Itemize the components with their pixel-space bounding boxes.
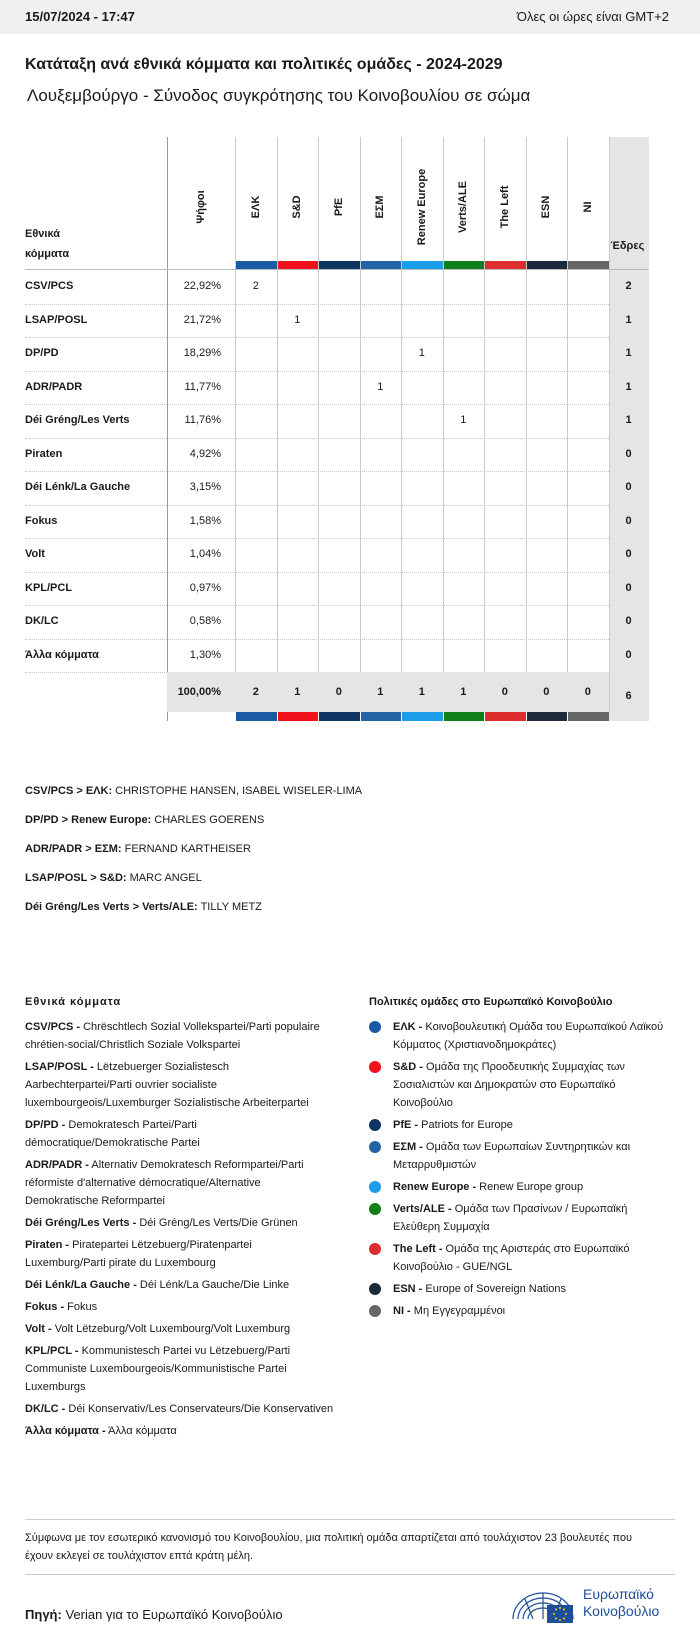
divider [25,1519,675,1520]
assignment-key: LSAP/POSL > S&D: [25,872,127,884]
national-party-desc: Fokus [64,1301,98,1313]
assignment-names: MARC ANGEL [126,872,202,884]
seat-count: 1 [625,414,632,426]
national-parties-legend [25,996,335,1444]
national-party-abbr: DK/LC - [25,1403,66,1415]
vote-share: 0,58% [189,615,221,627]
political-group-abbr: ΕΛΚ - [393,1021,423,1033]
table-row [25,304,649,339]
total-vote-share: 100,00% [177,686,221,698]
national-party-item [25,1018,335,1054]
total-group-seats: 1 [418,686,425,698]
group-seat-cell: 1 [418,347,425,359]
group-header [277,137,319,270]
national-party-desc: Déi Konservativ/Les Conservateurs/Die Konservativen [65,1403,334,1415]
group-header-label: Renew Europe [415,168,428,246]
rules-note: Σύμφωνα με τον εσωτερικό κανονισμό του Κοινοβουλίου, μια πολιτική ομάδα απαρτίζεται από τουλάχιστον 23 βουλευτές που έχουν εκλεγεί σε τουλάχιστον επτά κράτη μέλη. [25,1532,633,1562]
page-subtitle: Λουξεμβούργο - Σύνοδος συγκρότησης του Κοινοβουλίου σε σώμα [27,86,531,105]
vote-share: 22,92% [183,280,221,292]
group-color-strip-bottom [236,712,277,721]
political-group-item [369,1116,669,1134]
national-party-desc: Lëtzebuerger Sozialistesch Aarbechterpartei/Parti ouvrier socialiste luxembourgeois/Luxemburger Sozialistische Arbeiterpartei [25,1061,309,1109]
national-party-item [25,1116,335,1152]
political-group-abbr: ESN - [393,1283,423,1295]
assignment-names: CHRISTOPHE HANSEN, ISABEL WISELER-LIMA [112,785,363,797]
total-seats: 6 [625,690,632,702]
party-name: CSV/PCS [25,280,74,292]
source-label: Πηγή: [25,1607,62,1622]
assignment-key: DP/PD > Renew Europe: [25,814,152,826]
table-row [25,605,649,640]
national-party-item [25,1298,335,1316]
national-party-desc: Demokratesch Partei/Parti démocratique/Demokratische Partei [25,1119,200,1149]
political-group-item [369,1302,669,1320]
parliament-hemicycle-icon [511,1585,579,1625]
group-color-strip-bottom [278,712,319,721]
group-color-dot-icon [369,1305,381,1317]
political-group-desc: Μη Εγγεγραμμένοι [410,1305,506,1317]
national-party-abbr: LSAP/POSL - [25,1061,94,1073]
party-name: Déi Lénk/La Gauche [25,481,131,493]
party-name: DK/LC [25,615,59,627]
group-color-strip-bottom [402,712,443,721]
votes-header [167,137,235,270]
assignment-key: ADR/PADR > ΕΣΜ: [25,843,122,855]
vote-share: 3,15% [189,481,221,493]
seat-count: 1 [625,380,632,393]
national-party-abbr: Piraten - [25,1239,70,1251]
political-group-item [369,1138,669,1174]
national-party-item [25,1156,335,1210]
political-group-item [369,1200,669,1236]
party-name: Volt [25,548,45,560]
national-party-abbr: Fokus - [25,1301,65,1313]
assignment-item [25,843,251,855]
group-header [318,137,360,270]
total-group-seats: 2 [252,686,259,698]
group-color-strip-bottom [444,712,485,721]
party-name: KPL/PCL [25,581,73,594]
group-header [526,137,568,270]
national-party-desc: Kommunistesch Partei vu Lëtzebuerg/Parti Communiste Luxembourgeois/Kommunistische Partei Luxemburgs [25,1345,291,1393]
political-group-abbr: NI - [393,1305,411,1317]
vote-share: 1,58% [189,514,221,527]
total-group-seats: 0 [584,686,591,698]
source [25,1607,283,1622]
group-seat-cell: 1 [377,380,384,393]
total-group-seats: 0 [335,686,342,698]
seat-count: 1 [625,313,632,326]
table-row [25,404,649,439]
vote-share: 18,29% [183,347,221,359]
assignment-key: Déi Gréng/Les Verts > Verts/ALE: [25,901,198,913]
political-group-desc: Κοινοβουλευτική Ομάδα του Ευρωπαϊκού Λαϊκού Κόμματος (Χριστιανοδημοκράτες) [393,1021,664,1051]
group-header-label: ΕΛΚ [249,195,262,219]
assignment-names: TILLY METZ [197,901,262,913]
table-row [25,572,649,607]
total-group-seats: 0 [543,686,550,698]
political-group-item [369,1058,669,1112]
assignment-item [25,785,362,797]
seat-count: 0 [625,648,632,661]
national-party-desc: Alternativ Demokratesch Reformpartei/Parti réformiste d'alternative démocratique/Alternative Demokratische Reformpartei [25,1159,304,1207]
national-party-item [25,1400,335,1418]
party-name: ADR/PADR [25,380,83,393]
party-name: LSAP/POSL [25,313,88,326]
group-color-dot-icon [369,1021,381,1033]
vote-share: 1,04% [189,548,221,560]
national-parties-header: Εθνικά κόμματα [25,228,70,260]
national-party-item [25,1214,335,1232]
seat-count: 0 [625,481,632,493]
seat-count: 0 [625,447,632,460]
vote-share: 1,30% [189,648,221,661]
total-group-seats: 1 [294,686,301,698]
national-party-item [25,1276,335,1294]
party-name: Fokus [25,514,58,527]
total-row [25,676,649,711]
group-header-label: The Left [498,185,511,229]
table-row [25,337,649,372]
group-color-strip-bottom [485,712,526,721]
political-group-desc: Ομάδα των Πρασίνων / Ευρωπαϊκή Ελεύθερη Συμμαχία [393,1203,628,1233]
group-header-label: Verts/ALE [457,181,470,233]
group-color-dot-icon [369,1203,381,1215]
table-row [25,471,649,506]
assignment-key: CSV/PCS > ΕΛΚ: [25,785,113,797]
national-party-item [25,1058,335,1112]
political-group-desc: Ομάδα της Προοδευτικής Συμμαχίας των Σοσιαλιστών και Δημοκρατών στο Ευρωπαϊκό Κοινοβούλιο [393,1061,625,1109]
group-color-dot-icon [369,1141,381,1153]
table-row [25,438,649,473]
divider [25,1574,675,1575]
vote-share: 21,72% [183,313,221,326]
vote-share: 4,92% [189,447,221,460]
national-party-desc: Piratepartei Lëtzebuerg/Piratenpartei Luxemburg/Parti pirate du Luxembourg [25,1239,252,1269]
party-name: Déi Gréng/Les Verts [25,414,130,426]
timezone-note: Όλες οι ώρες είναι GMT+2 [516,9,669,24]
group-header [443,137,485,270]
political-group-item [369,1240,669,1276]
political-group-abbr: ΕΣΜ - [393,1141,423,1153]
group-color-strip-bottom [568,712,609,721]
national-party-item [25,1422,335,1440]
national-party-abbr: Volt - [25,1323,52,1335]
vote-share: 0,97% [189,581,221,594]
table-row [25,270,649,305]
seat-count: 0 [625,514,632,527]
group-seat-cell: 1 [294,313,301,326]
table-row [25,505,649,540]
national-party-abbr: KPL/PCL - [25,1345,79,1357]
group-color-dot-icon [369,1181,381,1193]
total-group-seats: 1 [377,686,384,698]
table-row [25,538,649,573]
political-groups-legend-title: Πολιτικές ομάδες στο Ευρωπαϊκό Κοινοβούλιο [369,996,613,1008]
political-group-item [369,1018,669,1054]
national-party-desc: Volt Lëtzeburg/Volt Luxembourg/Volt Luxemburg [51,1323,291,1335]
vote-share: 11,77% [184,380,221,393]
group-color-dot-icon [369,1119,381,1131]
group-header [360,137,402,270]
table-row [25,371,649,406]
national-party-abbr: Άλλα κόμματα - [25,1425,106,1437]
national-party-desc: Déi Gréng/Les Verts/Die Grünen [136,1217,298,1229]
ep-logo [511,1585,676,1625]
group-header [567,137,609,270]
seat-count: 0 [625,581,632,594]
table-row [25,639,649,674]
national-party-abbr: CSV/PCS - [25,1021,81,1033]
total-group-seats: 0 [501,686,508,698]
seat-count: 0 [625,615,632,627]
national-party-abbr: ADR/PADR - [25,1159,89,1171]
national-party-abbr: Déi Gréng/Les Verts - [25,1217,137,1229]
political-group-desc: Ομάδα της Αριστεράς στο Ευρωπαϊκό Κοινοβούλιο - GUE/NGL [393,1243,630,1273]
seat-count: 0 [625,548,632,560]
political-group-desc: Ομάδα των Ευρωπαίων Συντηρητικών και Μεταρρυθμιστών [393,1141,631,1171]
group-color-strip-bottom [319,712,360,721]
seats-header: Έδρες [610,240,645,252]
seat-count: 1 [625,347,632,359]
political-group-abbr: The Left - [393,1243,443,1255]
political-group-abbr: Renew Europe - [393,1181,477,1193]
political-group-abbr: PfE - [393,1119,419,1131]
political-group-item [369,1280,669,1298]
party-name: DP/PD [25,347,59,359]
assignment-names: CHARLES GOERENS [151,814,265,826]
national-party-desc: Chrëschtlech Sozial Vollekspartei/Parti populaire chrétien-social/Christlich Soziale Volkspartei [25,1021,320,1051]
national-party-desc: Déi Lénk/La Gauche/Die Linke [136,1279,290,1291]
group-color-dot-icon [369,1283,381,1295]
logo-text: Ευρωπαϊκό Κοινοβούλιο [583,1586,660,1619]
party-name: Piraten [25,447,63,460]
group-seat-cell: 1 [460,414,467,426]
national-party-item [25,1320,335,1338]
vote-share: 11,76% [184,414,221,426]
national-parties-legend-title: Εθνικά κόμματα [25,996,122,1008]
group-header [235,137,277,270]
political-group-item [369,1178,669,1196]
national-party-desc: Άλλα κόμματα [105,1425,177,1437]
group-color-strip-bottom [527,712,568,721]
group-color-dot-icon [369,1243,381,1255]
party-name: Άλλα κόμματα [25,648,99,661]
group-header-label: S&D [291,195,304,219]
group-seat-cell: 2 [252,280,259,292]
national-party-abbr: DP/PD - [25,1119,66,1131]
political-group-desc: Europe of Sovereign Nations [422,1283,567,1295]
votes-header-label: Ψήφοι [195,190,207,224]
source-text: Verian για το Ευρωπαϊκό Κοινοβούλιο [65,1607,283,1622]
group-header-label: NI [581,201,594,213]
political-groups-legend [369,996,669,1324]
group-header-label: ESN [540,195,553,219]
political-group-abbr: S&D - [393,1061,423,1073]
group-color-dot-icon [369,1061,381,1073]
assignment-item [25,901,262,913]
assignment-item [25,814,264,826]
assignment-item [25,872,202,884]
national-party-abbr: Déi Lénk/La Gauche - [25,1279,137,1291]
assignment-names: FERNAND KARTHEISER [121,843,251,855]
group-header-label: PfE [332,197,345,217]
page-title: Κατάταξη ανά εθνικά κόμματα και πολιτικές ομάδες - 2024-2029 [25,56,503,73]
seat-count: 2 [625,280,632,292]
political-group-abbr: Verts/ALE - [393,1203,452,1215]
group-header [401,137,443,270]
group-header-label: ΕΣΜ [374,195,387,219]
national-party-item [25,1236,335,1272]
total-group-seats: 1 [460,686,467,698]
top-bar [0,0,700,34]
political-group-desc: Renew Europe group [476,1181,584,1193]
datetime: 15/07/2024 - 17:47 [25,9,135,24]
political-group-desc: Patriots for Europe [418,1119,513,1131]
group-header [484,137,526,270]
group-color-strip-bottom [361,712,402,721]
national-party-item [25,1342,335,1396]
